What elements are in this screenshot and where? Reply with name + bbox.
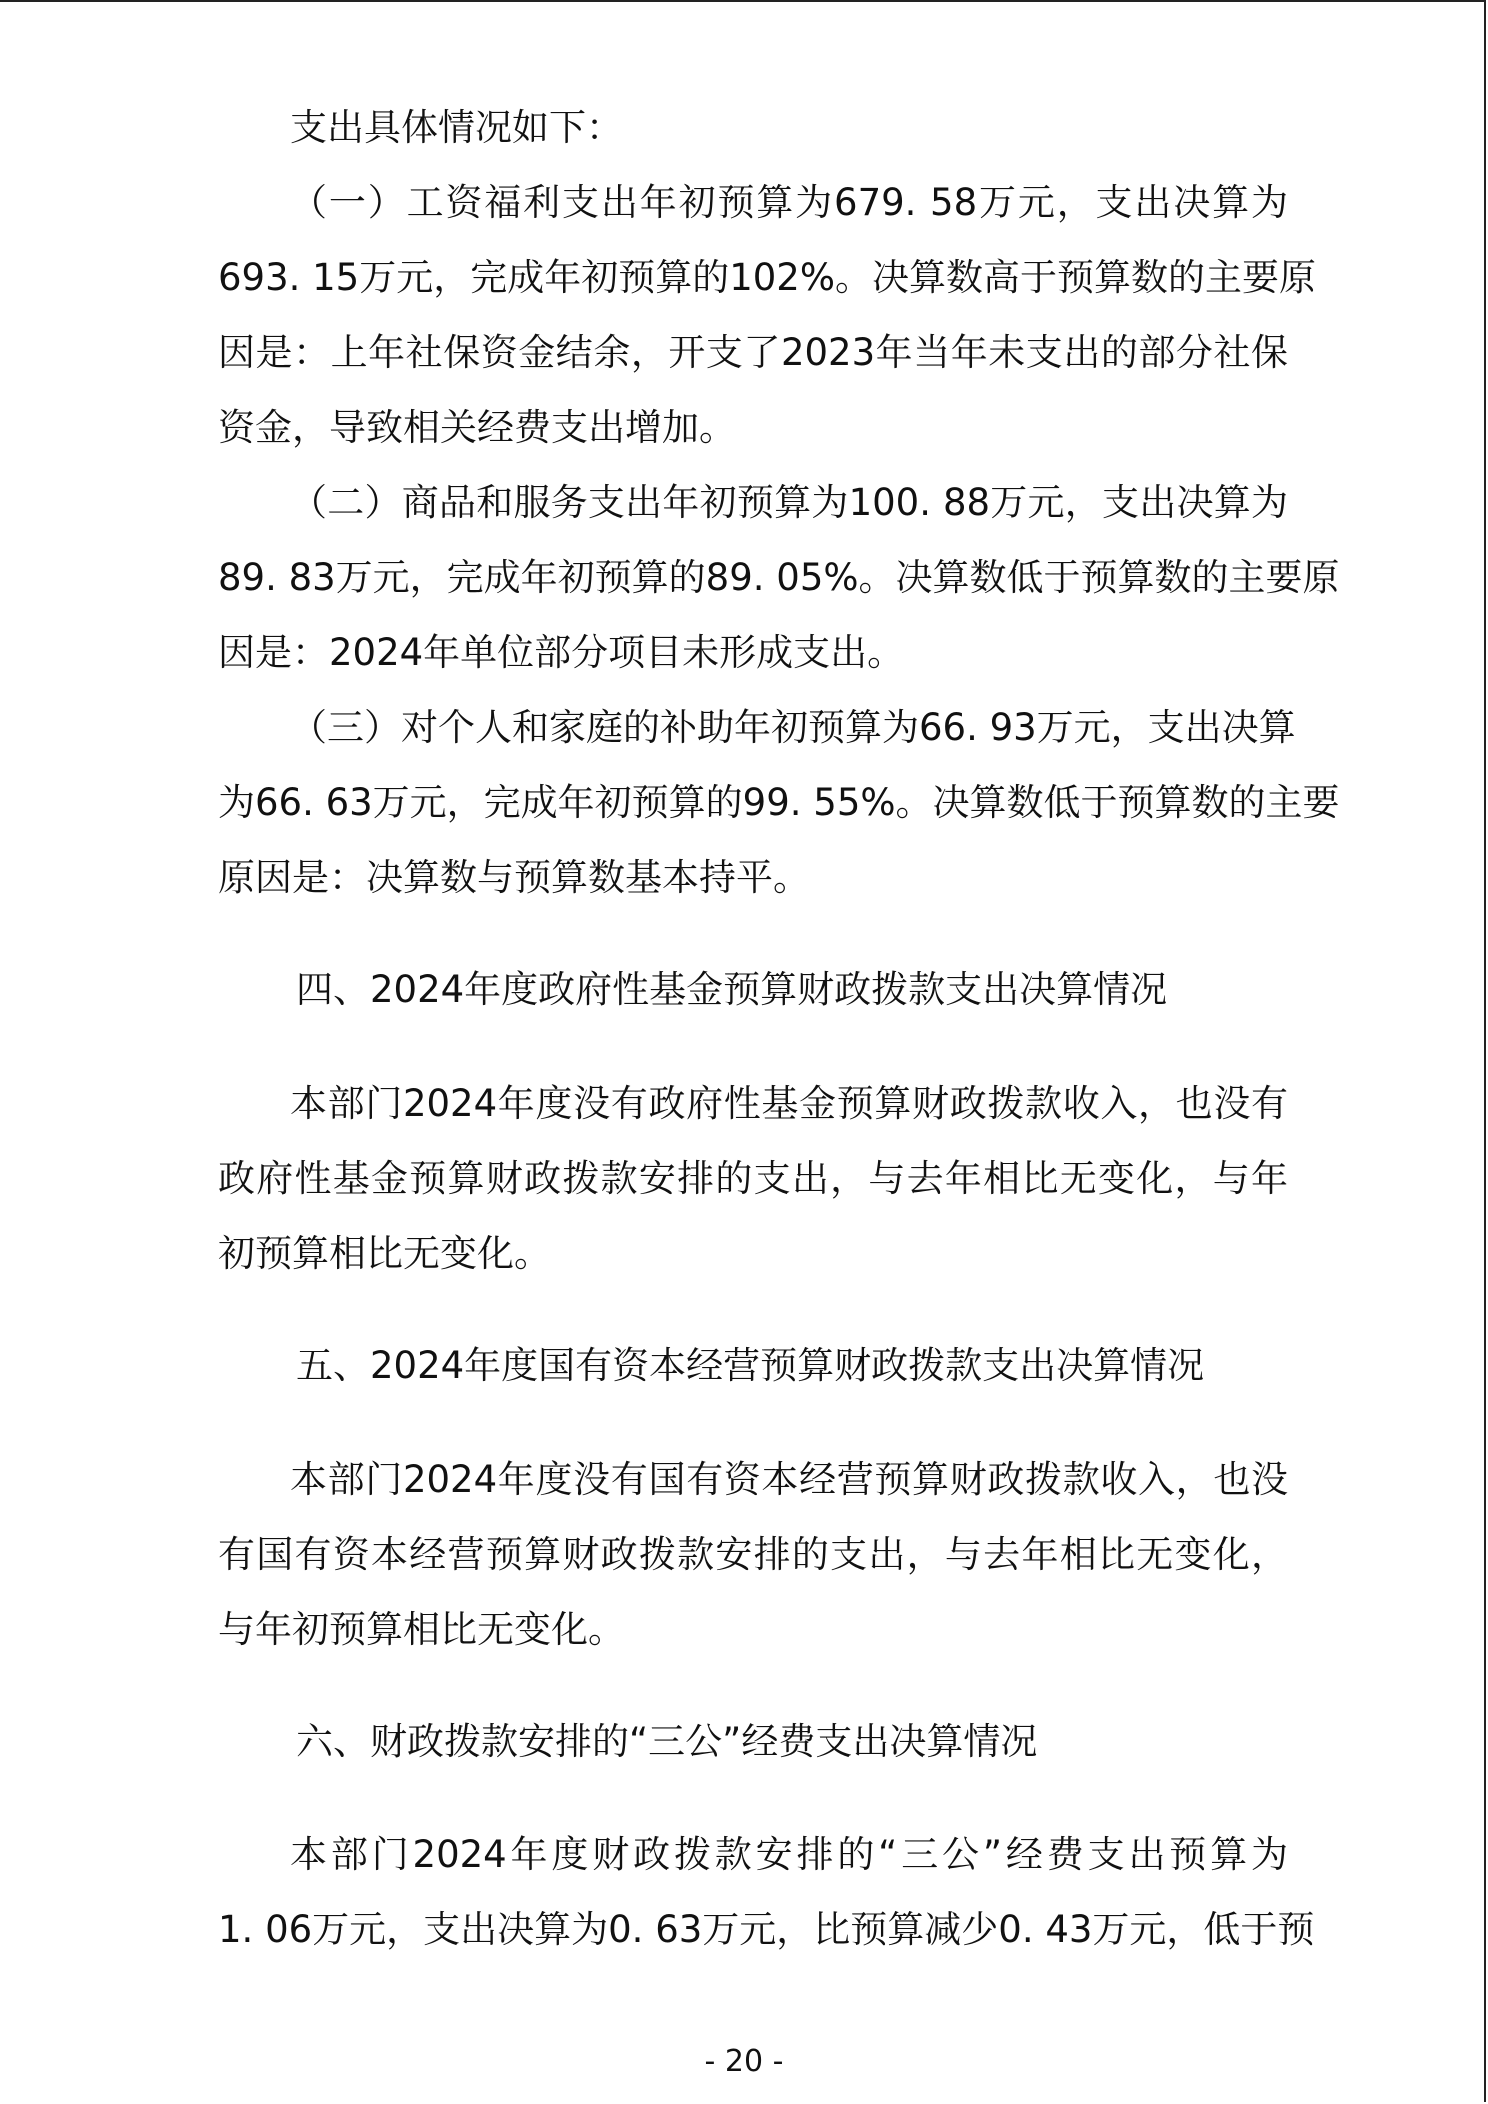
section6-line2: 1. 06万元，支出决算为0. 63万元，比预算减少0. 43万元，低于预 [218,1908,1315,1951]
section4-line1: 本部门2024年度没有政府性基金预算财政拨款收入，也没有 [290,1082,1288,1125]
intro-line: 支出具体情况如下： [290,106,623,149]
section4-line2: 政府性基金预算财政拨款安排的支出，与去年相比无变化，与年 [218,1157,1288,1200]
item2-line2: 89. 83万元，完成年初预算的89. 05%。决算数低于预算数的主要原 [218,556,1340,599]
section6-heading: 六、财政拨款安排的“三公”经费支出决算情况 [296,1720,1038,1763]
page-number: - 20 - [704,2044,784,2079]
item1-line2: 693. 15万元，完成年初预算的102%。决算数高于预算数的主要原 [218,256,1317,299]
section5-line2: 有国有资本经营预算财政拨款安排的支出，与去年相比无变化， [218,1533,1288,1576]
item3-line2: 为66. 63万元，完成年初预算的99. 55%。决算数低于预算数的主要 [218,781,1340,824]
section5-line3: 与年初预算相比无变化。 [218,1608,625,1651]
item3-line3: 原因是：决算数与预算数基本持平。 [218,856,810,899]
item2-line1: （二）商品和服务支出年初预算为100. 88万元，支出决算为 [290,481,1288,524]
section5-line1: 本部门2024年度没有国有资本经营预算财政拨款收入，也没 [290,1458,1288,1501]
item3-line1: （三）对个人和家庭的补助年初预算为66. 93万元，支出决算 [290,706,1296,749]
section5-heading: 五、2024年度国有资本经营预算财政拨款支出决算情况 [296,1344,1205,1387]
item1-line3: 因是：上年社保资金结余，开支了2023年当年未支出的部分社保 [218,331,1288,374]
section4-heading: 四、2024年度政府性基金预算财政拨款支出决算情况 [296,968,1168,1011]
section4-line3: 初预算相比无变化。 [218,1232,551,1275]
item1-line4: 资金，导致相关经费支出增加。 [218,406,736,449]
item2-line3: 因是：2024年单位部分项目未形成支出。 [218,631,905,674]
section6-line1: 本部门2024年度财政拨款安排的“三公”经费支出预算为 [290,1833,1288,1876]
item1-line1: （一）工资福利支出年初预算为679. 58万元，支出决算为 [290,181,1288,224]
